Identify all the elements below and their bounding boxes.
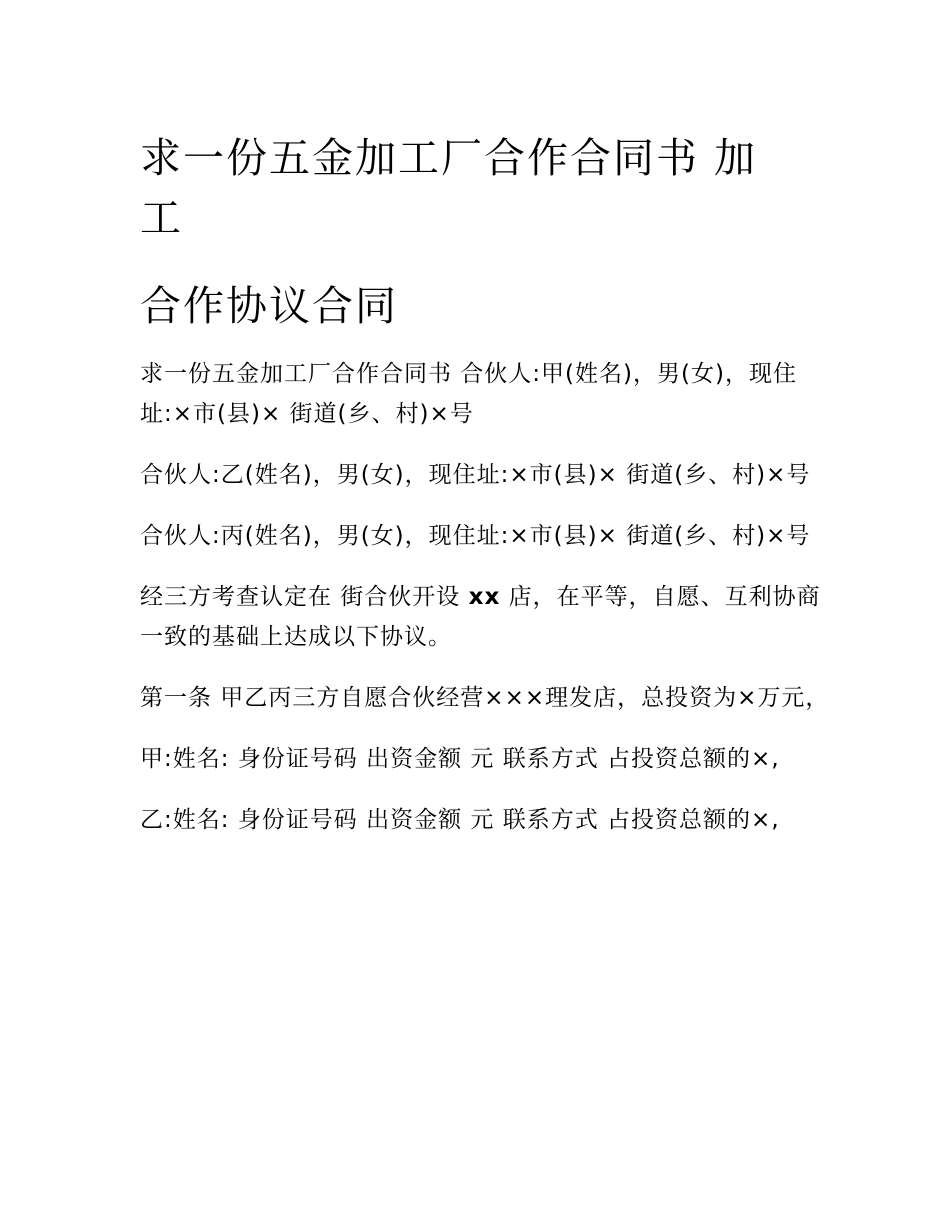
paragraph-partner-b-details: 乙:姓名: 身份证号码 出资金额 元 联系方式 占投资总额的×, (140, 807, 780, 833)
title-line-3: 合作协议合同 (140, 282, 398, 330)
title-spacer (140, 248, 830, 276)
paragraph-article-one: 第一条 甲乙丙三方自愿合伙经营×××理发店，总投资为×万元， (140, 685, 830, 711)
store-name-placeholder: xx (468, 584, 501, 610)
document-title (140, 128, 830, 336)
paragraph-partner-c: 合伙人:丙(姓名)，男(女)，现住址:×市(县)× 街道(乡、村)×号 (140, 523, 811, 549)
agreement-text-before: 经三方考查认定在 街合伙开设 (140, 584, 469, 610)
agreement-text-after: 店，在平等，自愿、互利协商一致的基础上达成以下协议。 (140, 584, 821, 650)
paragraph-agreement-basis (140, 577, 830, 657)
title-line-1: 求一份五金加工厂合作合同书 加 (140, 134, 758, 182)
document-page (140, 128, 830, 861)
title-line-2: 工 (140, 194, 183, 242)
paragraph-partner-a-intro: 求一份五金加工厂合作合同书 合伙人:甲(姓名)，男(女)，现住址:×市(县)× 街道(乡、村)×号 (140, 361, 797, 427)
paragraph-partner-a-details: 甲:姓名: 身份证号码 出资金额 元 联系方式 占投资总额的×, (140, 746, 780, 772)
paragraph-partner-b: 合伙人:乙(姓名)，男(女)，现住址:×市(县)× 街道(乡、村)×号 (140, 462, 811, 488)
